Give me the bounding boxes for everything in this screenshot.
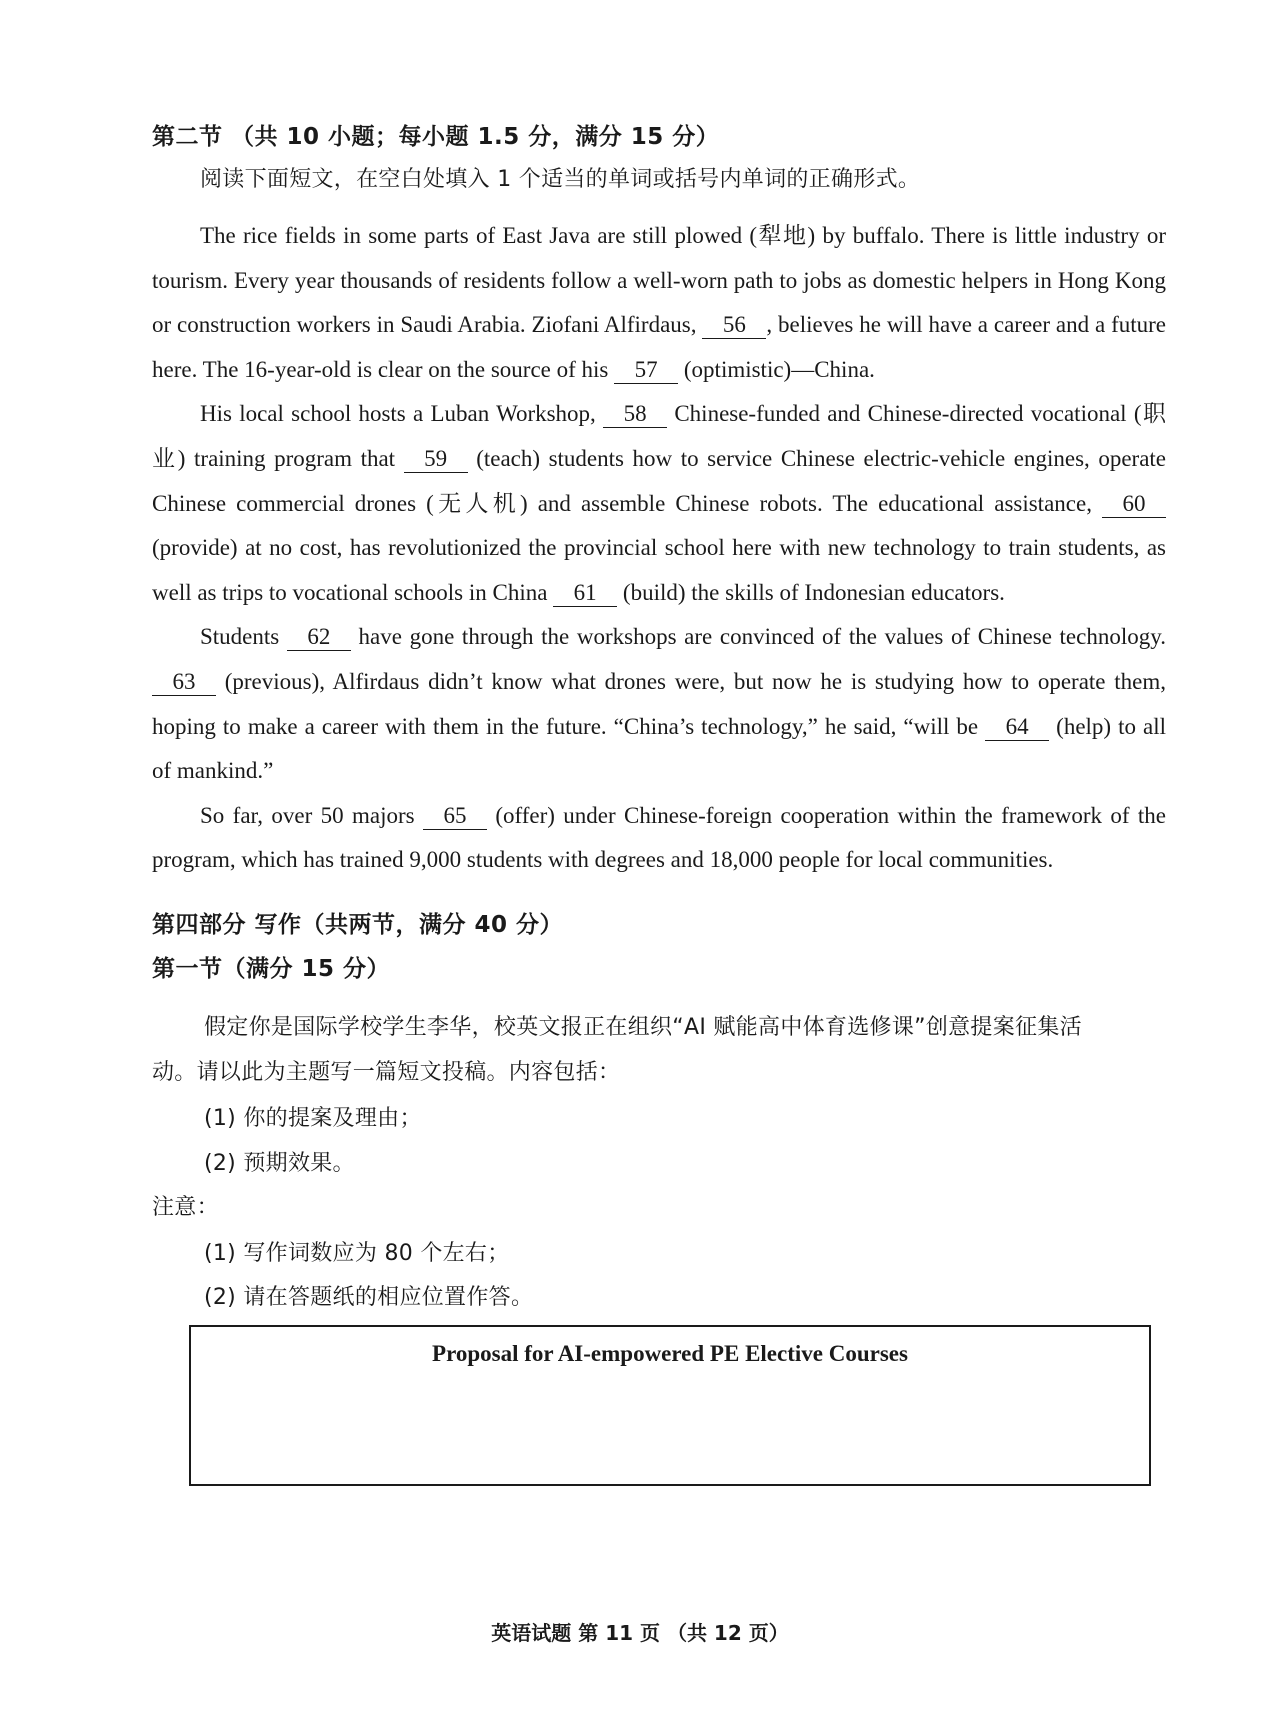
writing-item-1: (1) 你的提案及理由；: [204, 1106, 422, 1131]
passage-paragraph-1: [152, 214, 1166, 392]
cloze-passage: [152, 214, 1166, 883]
passage-text: So far, over 50 majors: [200, 802, 423, 828]
writing-prompt-line-1: 假定你是国际学校学生李华，校英文报正在组织“AI 赋能高中体育选修课”创意提案征集活: [204, 1015, 1082, 1040]
essay-answer-box: [189, 1325, 1151, 1486]
note-item-1: (1) 写作词数应为 80 个左右；: [204, 1241, 510, 1266]
passage-text: have gone through the workshops are convinced of the values of Chinese technology.: [350, 624, 1166, 650]
passage-paragraph-2: [152, 392, 1166, 615]
blank-63: 63: [152, 669, 216, 696]
passage-text: (optimistic)—China.: [678, 356, 875, 382]
passage-text: (build) the skills of Indonesian educators.: [617, 579, 1005, 605]
passage-text: (teach) students how to service Chinese electric-vehicle engines, operate Chinese commercial drones (无人机) and assemble Chinese robots. The educational assistance,: [152, 445, 1167, 516]
blank-62: 62: [287, 624, 351, 651]
blank-64: 64: [985, 714, 1049, 741]
section2-heading: 第二节 （共 10 小题；每小题 1.5 分，满分 15 分）: [152, 124, 720, 150]
blank-61: 61: [553, 580, 617, 607]
blank-58: 58: [603, 401, 667, 428]
passage-text: His local school hosts a Luban Workshop,: [200, 401, 604, 427]
passage-text: (provide) at no cost, has revolutionized the provincial school here with new technology to train students, as well as trips to vocational schools in China: [152, 535, 1166, 605]
passage-text: (help) to all of mankind.”: [152, 713, 1167, 784]
passage-text: The rice fields in some parts of East Java are still plowed (犁地) by buffalo. There is little industry or tourism. Every year thousands of residents follow a well-worn path to jobs as domestic helpers in Hong Kong or construction workers in Saudi Arabia. Ziofani Alfirdaus,: [152, 223, 1166, 338]
blank-60: 60: [1102, 491, 1166, 518]
part4-heading: 第四部分 写作（共两节，满分 40 分）: [152, 912, 564, 938]
passage-paragraph-4: [152, 794, 1166, 883]
note-item-2: (2) 请在答题纸的相应位置作答。: [204, 1285, 534, 1310]
blank-59: 59: [404, 446, 468, 473]
section2-instruction: 阅读下面短文，在空白处填入 1 个适当的单词或括号内单词的正确形式。: [200, 167, 921, 192]
page-footer: 英语试题 第 11 页 （共 12 页）: [491, 1621, 789, 1645]
passage-text: (offer) under Chinese-foreign cooperation within the framework of the program, which has trained 9,000 students with degrees and 18,000 people for local communities.: [152, 802, 1166, 873]
blank-65: 65: [423, 803, 487, 830]
passage-paragraph-3: [152, 615, 1166, 793]
blank-56: 56: [702, 312, 766, 339]
blank-57: 57: [614, 357, 678, 384]
passage-text: , believes he will have a career and a future here. The 16-year-old is clear on the source of his: [152, 312, 1166, 382]
passage-text: Chinese-funded and Chinese-directed vocational (职业) training program that: [152, 401, 1166, 471]
writing-item-2: (2) 预期效果。: [204, 1151, 355, 1176]
writing-prompt-line-2: 动。请以此为主题写一篇短文投稿。内容包括：: [152, 1060, 621, 1085]
writing-section1-heading: 第一节（满分 15 分）: [152, 956, 391, 982]
passage-text: Students: [200, 624, 287, 650]
essay-title: Proposal for AI-empowered PE Elective Courses: [432, 1341, 908, 1366]
note-label: 注意：: [152, 1195, 219, 1220]
passage-text: (previous), Alfirdaus didn’t know what drones were, but now he is studying how to operate them, hoping to make a career with them in the future. “China’s technology,” he said, “will be: [152, 668, 1166, 739]
